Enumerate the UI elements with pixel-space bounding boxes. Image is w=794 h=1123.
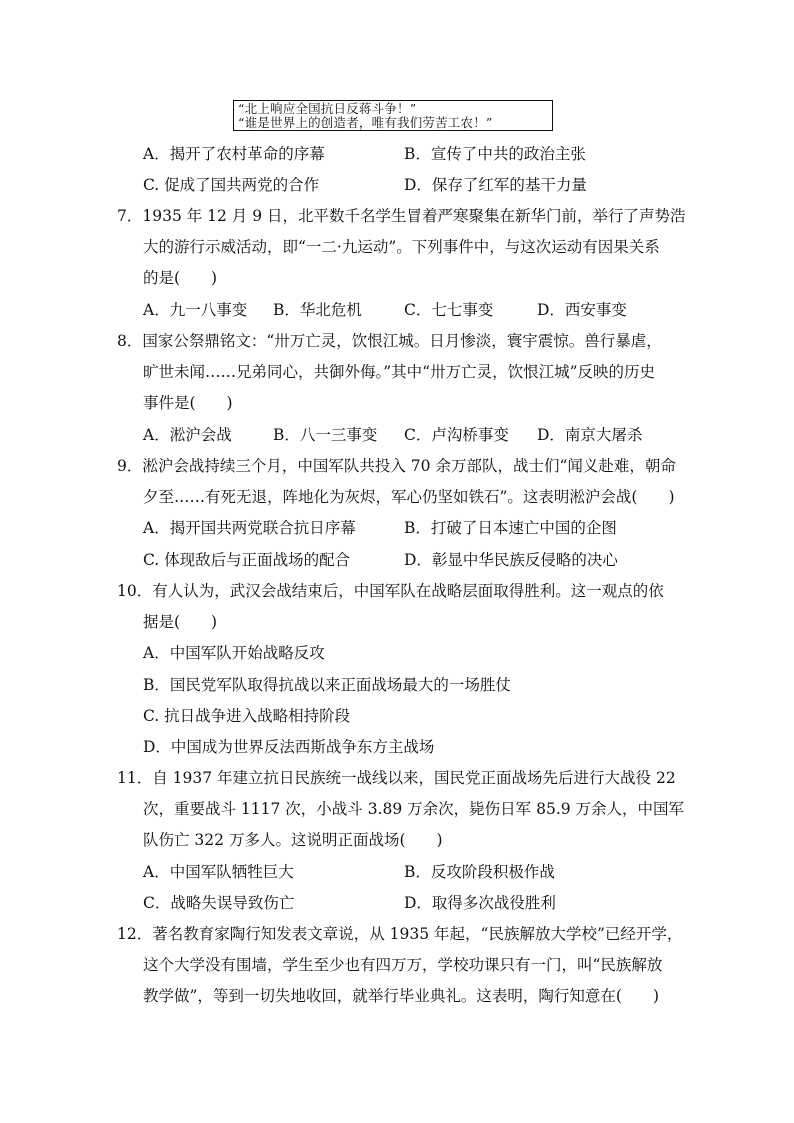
slogan-line-2: “谁是世界上的创造者，唯有我们劳苦工农！” — [238, 115, 493, 130]
q9-stem-line-1: 9．淞沪会战持续三个月，中国军队共投入 70 余万部队，战士们“闻义赴难，朝命 — [117, 457, 676, 475]
q6-option-d[interactable]: D．保存了红军的基干力量 — [404, 176, 587, 194]
q10-option-c[interactable]: C. 抗日战争进入战略相持阶段 — [143, 707, 351, 725]
q8-stem-line-1: 8．国家公祭鼎铭文：“卅万亡灵，饮恨江城。日月惨淡，寰宇震惊。兽行暴虐， — [117, 332, 662, 350]
q9-option-d[interactable]: D．彰显中华民族反侵略的决心 — [404, 551, 618, 569]
q8-stem-line-2: 旷世未闻……兄弟同心，共御外侮。”其中“卅万亡灵，饮恨江城”反映的历史 — [143, 363, 656, 381]
q11-option-b[interactable]: B．反攻阶段积极作战 — [404, 863, 555, 881]
q11-option-c[interactable]: C．战略失误导致伤亡 — [143, 894, 295, 912]
q7-option-c[interactable]: C．七七事变 — [404, 301, 494, 319]
q7-stem-line-3: 的是( ) — [143, 269, 218, 287]
q10-stem-line-1: 10．有人认为，武汉会战结束后，中国军队在战略层面取得胜利。这一观点的依 — [117, 582, 664, 600]
q8-option-a[interactable]: A．淞沪会战 — [143, 426, 232, 444]
q11-stem-line-1: 11．自 1937 年建立抗日民族统一战线以来，国民党正面战场先后进行大战役 22 — [117, 769, 676, 787]
q11-stem-line-2: 次，重要战斗 1117 次，小战斗 3.89 万余次，毙伤日军 85.9 万余人，中国军 — [143, 800, 685, 818]
q10-stem-line-2: 据是( ) — [143, 613, 218, 631]
slogan-line-1: “北上响应全国抗日反蒋斗争！” — [238, 101, 417, 116]
q9-option-b[interactable]: B．打破了日本速亡中国的企图 — [404, 519, 617, 537]
q12-stem-line-3: 教学做”，等到一切失地收回，就举行毕业典礼。这表明，陶行知意在( ) — [143, 987, 660, 1005]
q9-option-a[interactable]: A．揭开国共两党联合抗日序幕 — [143, 519, 356, 537]
slogan-box — [233, 100, 553, 131]
q9-option-c[interactable]: C. 体现敌后与正面战场的配合 — [143, 551, 351, 569]
q10-option-b[interactable]: B．国民党军队取得抗战以来正面战场最大的一场胜仗 — [143, 676, 511, 694]
q10-option-d[interactable]: D．中国成为世界反法西斯战争东方主战场 — [143, 738, 435, 756]
q12-stem-line-2: 这个大学没有围墙，学生至少也有四万万，学校功课只有一门，叫“民族解放 — [143, 956, 663, 974]
q9-stem-line-2: 夕至……有死无退，阵地化为灰烬，军心仍坚如铁石”。这表明淞沪会战( ) — [143, 488, 675, 506]
q11-option-d[interactable]: D．取得多次战役胜利 — [404, 894, 556, 912]
q6-option-a[interactable]: A．揭开了农村革命的序幕 — [143, 145, 325, 163]
q11-stem-line-3: 队伤亡 322 万多人。这说明正面战场( ) — [143, 831, 443, 849]
q7-option-a[interactable]: A．九一八事变 — [143, 301, 248, 319]
q7-option-d[interactable]: D．西安事变 — [537, 301, 627, 319]
q10-option-a[interactable]: A．中国军队开始战略反攻 — [143, 644, 325, 662]
q8-stem-line-3: 事件是( ) — [143, 394, 233, 412]
q6-option-c[interactable]: C. 促成了国共两党的合作 — [143, 176, 320, 194]
q6-option-b[interactable]: B．宣传了中共的政治主张 — [404, 145, 586, 163]
q11-option-a[interactable]: A．中国军队牺牲巨大 — [143, 863, 294, 881]
q8-option-b[interactable]: B．八一三事变 — [273, 426, 378, 444]
q12-stem-line-1: 12．著名教育家陶行知发表文章说，从 1935 年起，“民族解放大学校”已经开学， — [117, 925, 683, 943]
q8-option-d[interactable]: D．南京大屠杀 — [537, 426, 643, 444]
q7-stem-line-1: 7．1935 年 12 月 9 日，北平数千名学生冒着严寒聚集在新华门前，举行了声势浩 — [117, 207, 686, 225]
q7-option-b[interactable]: B．华北危机 — [273, 301, 362, 319]
q8-option-c[interactable]: C．卢沟桥事变 — [404, 426, 509, 444]
q7-stem-line-2: 大的游行示威活动，即“一二·九运动”。下列事件中，与这次运动有因果关系 — [143, 238, 660, 256]
